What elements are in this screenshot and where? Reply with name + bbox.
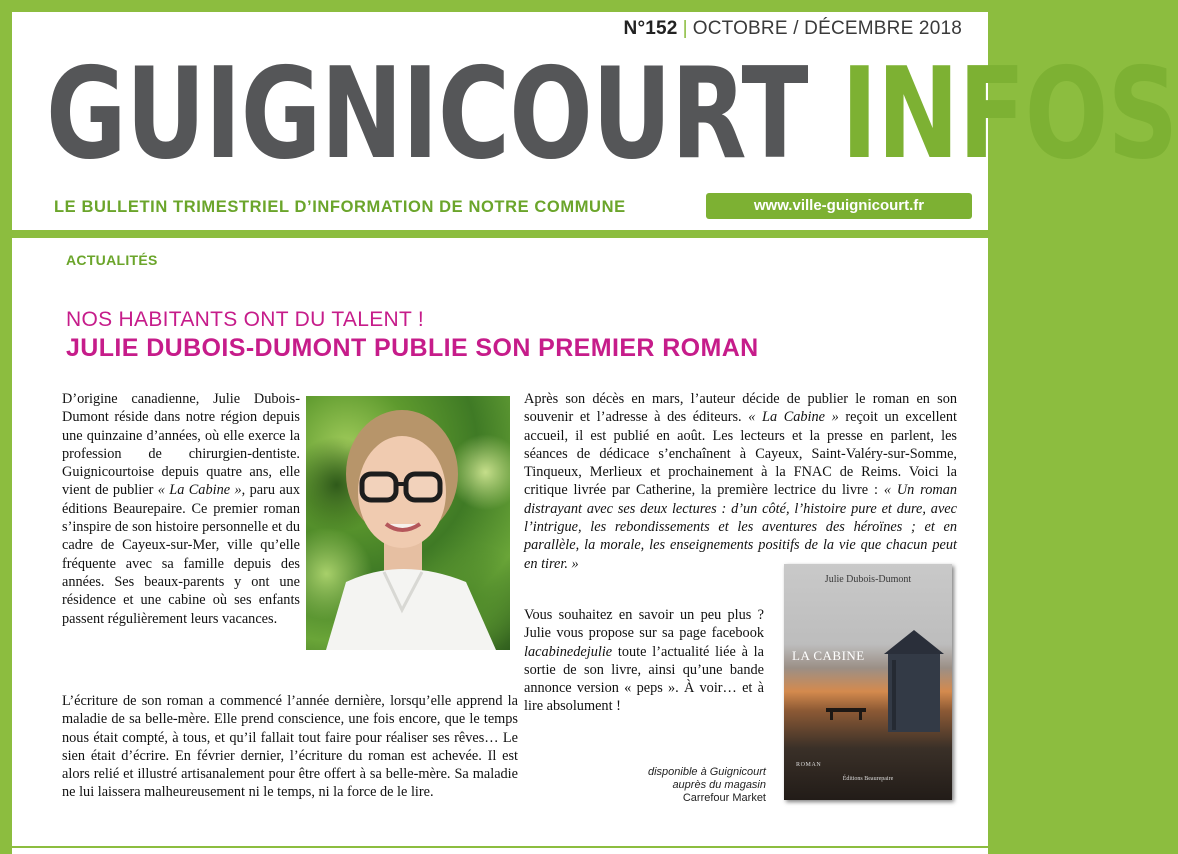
- bench-illustration: [824, 702, 874, 722]
- col2-text-b: reçoit un excellent accueil, il est publié en août. Les lecteurs et la presse en parlent, les séances de dédicace s’enchaînent à Cayeux, Saint-Valéry-sur-Somme, Tinqueux, Merlieux et prochainement à la FNAC de Reims. Voici la critique livrée par Catherine, la première lectrice du livre :: [524, 409, 958, 499]
- column-1-intro: [62, 390, 300, 628]
- issue-separator: |: [682, 18, 688, 39]
- column-1-second: [62, 692, 518, 802]
- caption-line-1: disponible à Guignicourt: [647, 766, 766, 778]
- info-text-a: Vous souhaitez en savoir un peu plus ? Julie vous propose sur sa page facebook: [524, 607, 764, 642]
- book-author: Julie Dubois-Dumont: [824, 574, 912, 585]
- tagline: LE BULLETIN TRIMESTRIEL D’INFORMATION DE NOTRE COMMUNE: [54, 198, 626, 216]
- book-cover: [784, 564, 952, 800]
- issue-number: N°152: [623, 18, 678, 39]
- caption-line-3: Carrefour Market: [682, 792, 766, 804]
- bottom-divider: [12, 848, 988, 854]
- book-publisher: Éditions Beaurepaire: [842, 776, 894, 782]
- column-2-lower: [524, 606, 764, 716]
- section-rubric: ACTUALITÉS: [66, 252, 158, 268]
- facebook-page-name: lacabinedejulie: [524, 643, 613, 660]
- second-paragraph: L’écriture de son roman a commencé l’année dernière, lorsqu’elle apprend la maladie de sa belle-mère. Elle prend conscience, une fois encore, que le temps nous était compté, à tous, et qu’il fallait tout faire pour réaliser ses rêves… Le sien était d’écrire. En février dernier, l’écriture du roman est achevée. Il est alors relié et illustré artisanalement pour être offert à sa belle-mère. Sa maladie ne lui laissera malheureusement ni le temps, ni la force de le lire.: [62, 693, 518, 801]
- website-link[interactable]: www.ville-guignicourt.fr: [706, 193, 972, 219]
- caption-line-2: auprès du magasin: [672, 779, 766, 791]
- book-title: LA CABINE: [792, 648, 865, 663]
- col2-paragraph: [524, 390, 957, 573]
- book-genre: ROMAN: [796, 762, 822, 768]
- title-part-infos: INFOS: [841, 40, 1178, 187]
- portrait-figure: [306, 396, 510, 650]
- intro-rest: , paru aux éditions Beaurepaire. Ce premier roman s’inspire de son histoire personnelle et du cadre de Cayeux-sur-Mer, ville qu’elle fréquente avec sa famille depuis des années. Ses beaux-parents y ont une résidence et une cabine où ses enfants passent régulièrement leurs vacances.: [62, 482, 300, 627]
- article-panel: [12, 238, 988, 846]
- review-quote: « Un roman distrayant avec ses deux lectures : d’un côté, l’histoire pure et dure, avec l’intrigue, les rebondissements et les aventures des héroïnes ; et en parallèle, la morale, les enseignements positifs de la vie que chacun peut en tirer. »: [524, 482, 957, 572]
- article-kicker: NOS HABITANTS ONT DU TALENT !: [66, 308, 424, 331]
- book-title-mention-2: « La Cabine »: [748, 409, 839, 426]
- column-2: [524, 390, 957, 573]
- issue-info: [624, 18, 962, 40]
- intro-paragraph: [62, 390, 300, 628]
- book-title-mention: « La Cabine »: [157, 482, 242, 499]
- col2-text-a: Après son décès en mars, l’auteur décide de publier le roman en son souvenir et l’adresse à des éditeurs.: [524, 391, 957, 426]
- beach-cabin-illustration: [884, 626, 944, 732]
- publication-title: [46, 40, 1178, 187]
- intro-text: D’origine canadienne, Julie Dubois-Dumont réside dans notre région depuis une quinzaine d’années, où elle exerce la profession de chirurgien-dentiste. Guignicourtoise depuis quatre ans, elle vient de publier: [62, 391, 300, 499]
- title-part-guignicourt: GUIGNICOURT: [46, 40, 808, 187]
- info-paragraph: [524, 606, 764, 716]
- availability-caption: [592, 766, 766, 805]
- issue-period: OCTOBRE / DÉCEMBRE 2018: [692, 18, 962, 39]
- article-headline: JULIE DUBOIS-DUMONT PUBLIE SON PREMIER ROMAN: [66, 334, 759, 362]
- info-text-b: toute l’actualité liée à la sortie de son livre, ainsi qu’une bande annonce version « peps ». À voir… et à lire absolument !: [524, 643, 764, 715]
- author-portrait: [306, 396, 510, 650]
- masthead-panel: [12, 12, 1178, 230]
